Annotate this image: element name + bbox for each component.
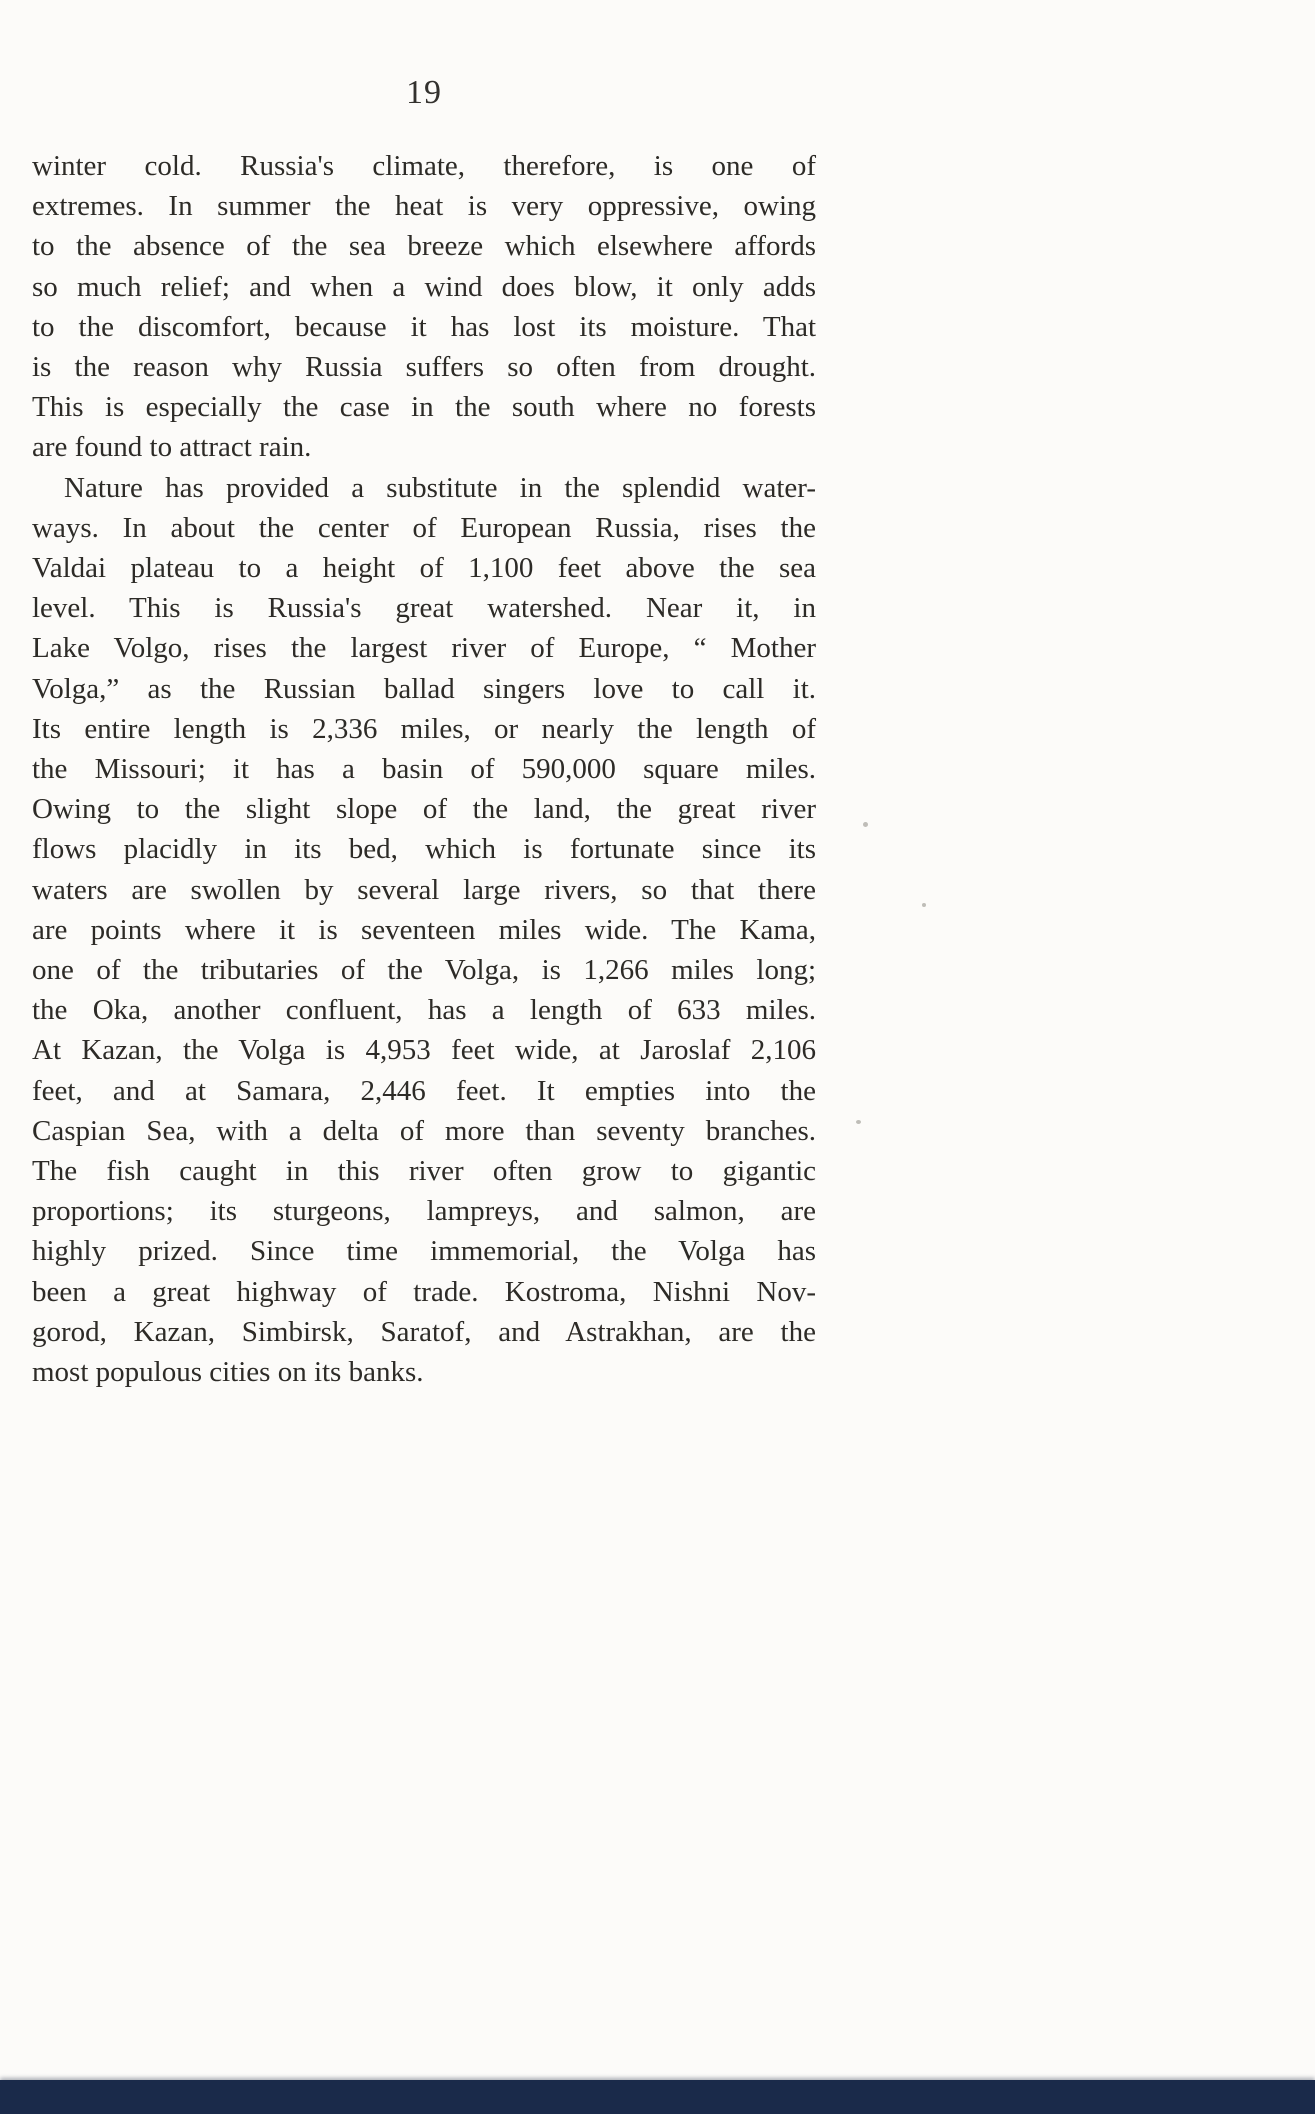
text-line: one of the tributaries of the Volga, is 1,266 miles long;	[32, 954, 816, 987]
scan-speck	[863, 822, 868, 827]
text-line: Owing to the slight slope of the land, the great river	[32, 793, 816, 826]
text-line: Lake Volgo, rises the largest river of Europe, “ Mother	[32, 632, 816, 665]
page-body	[32, 146, 816, 1392]
text-line: At Kazan, the Volga is 4,953 feet wide, at Jaroslaf 2,106	[32, 1034, 816, 1067]
text-line: to the absence of the sea breeze which elsewhere affords	[32, 230, 816, 263]
text-line: to the discomfort, because it has lost its moisture. That	[32, 310, 816, 343]
text-line: feet, and at Samara, 2,446 feet. It empties into the	[32, 1074, 816, 1107]
text-line: is the reason why Russia suffers so often from drought.	[32, 351, 816, 384]
text-line: Caspian Sea, with a delta of more than seventy branches.	[32, 1114, 816, 1147]
scan-speck	[922, 903, 926, 907]
text-line: flows placidly in its bed, which is fortunate since its	[32, 833, 816, 866]
text-line: the Oka, another confluent, has a length of 633 miles.	[32, 994, 816, 1027]
text-line: most populous cities on its banks.	[32, 1356, 424, 1389]
text-line: level. This is Russia's great watershed. Near it, in	[32, 592, 816, 625]
text-line: The fish caught in this river often grow to gigantic	[32, 1155, 816, 1188]
text-line: ways. In about the center of European Russia, rises the	[32, 511, 816, 544]
page-number: 19	[406, 74, 442, 111]
text-line: are points where it is seventeen miles wide. The Kama,	[32, 913, 816, 946]
text-line: Its entire length is 2,336 miles, or nearly the length of	[32, 712, 816, 745]
text-line: waters are swollen by several large rivers, so that there	[32, 873, 816, 906]
text-line: the Missouri; it has a basin of 590,000 square miles.	[32, 753, 816, 786]
paragraph	[32, 146, 816, 468]
paragraph	[32, 468, 816, 1393]
scan-speck	[856, 1120, 861, 1124]
text-line: winter cold. Russia's climate, therefore, is one of	[32, 150, 816, 182]
text-line: highly prized. Since time immemorial, the Volga has	[32, 1235, 816, 1268]
text-line: gorod, Kazan, Simbirsk, Saratof, and Astrakhan, are the	[32, 1315, 816, 1348]
text-line: extremes. In summer the heat is very oppressive, owing	[32, 190, 816, 223]
text-line: so much relief; and when a wind does blow, it only adds	[32, 270, 816, 303]
text-line: This is especially the case in the south where no forests	[32, 391, 816, 424]
text-line: Nature has provided a substitute in the splendid water-	[64, 471, 816, 504]
text-line: are found to attract rain.	[32, 431, 312, 464]
text-line: Volga,” as the Russian ballad singers love to call it.	[32, 672, 816, 705]
text-line: proportions; its sturgeons, lampreys, and salmon, are	[32, 1195, 816, 1228]
text-line: been a great highway of trade. Kostroma, Nishni Nov-	[32, 1275, 816, 1308]
scan-bottom-bar	[0, 2080, 1315, 2114]
text-line: Valdai plateau to a height of 1,100 feet above the sea	[32, 552, 816, 585]
